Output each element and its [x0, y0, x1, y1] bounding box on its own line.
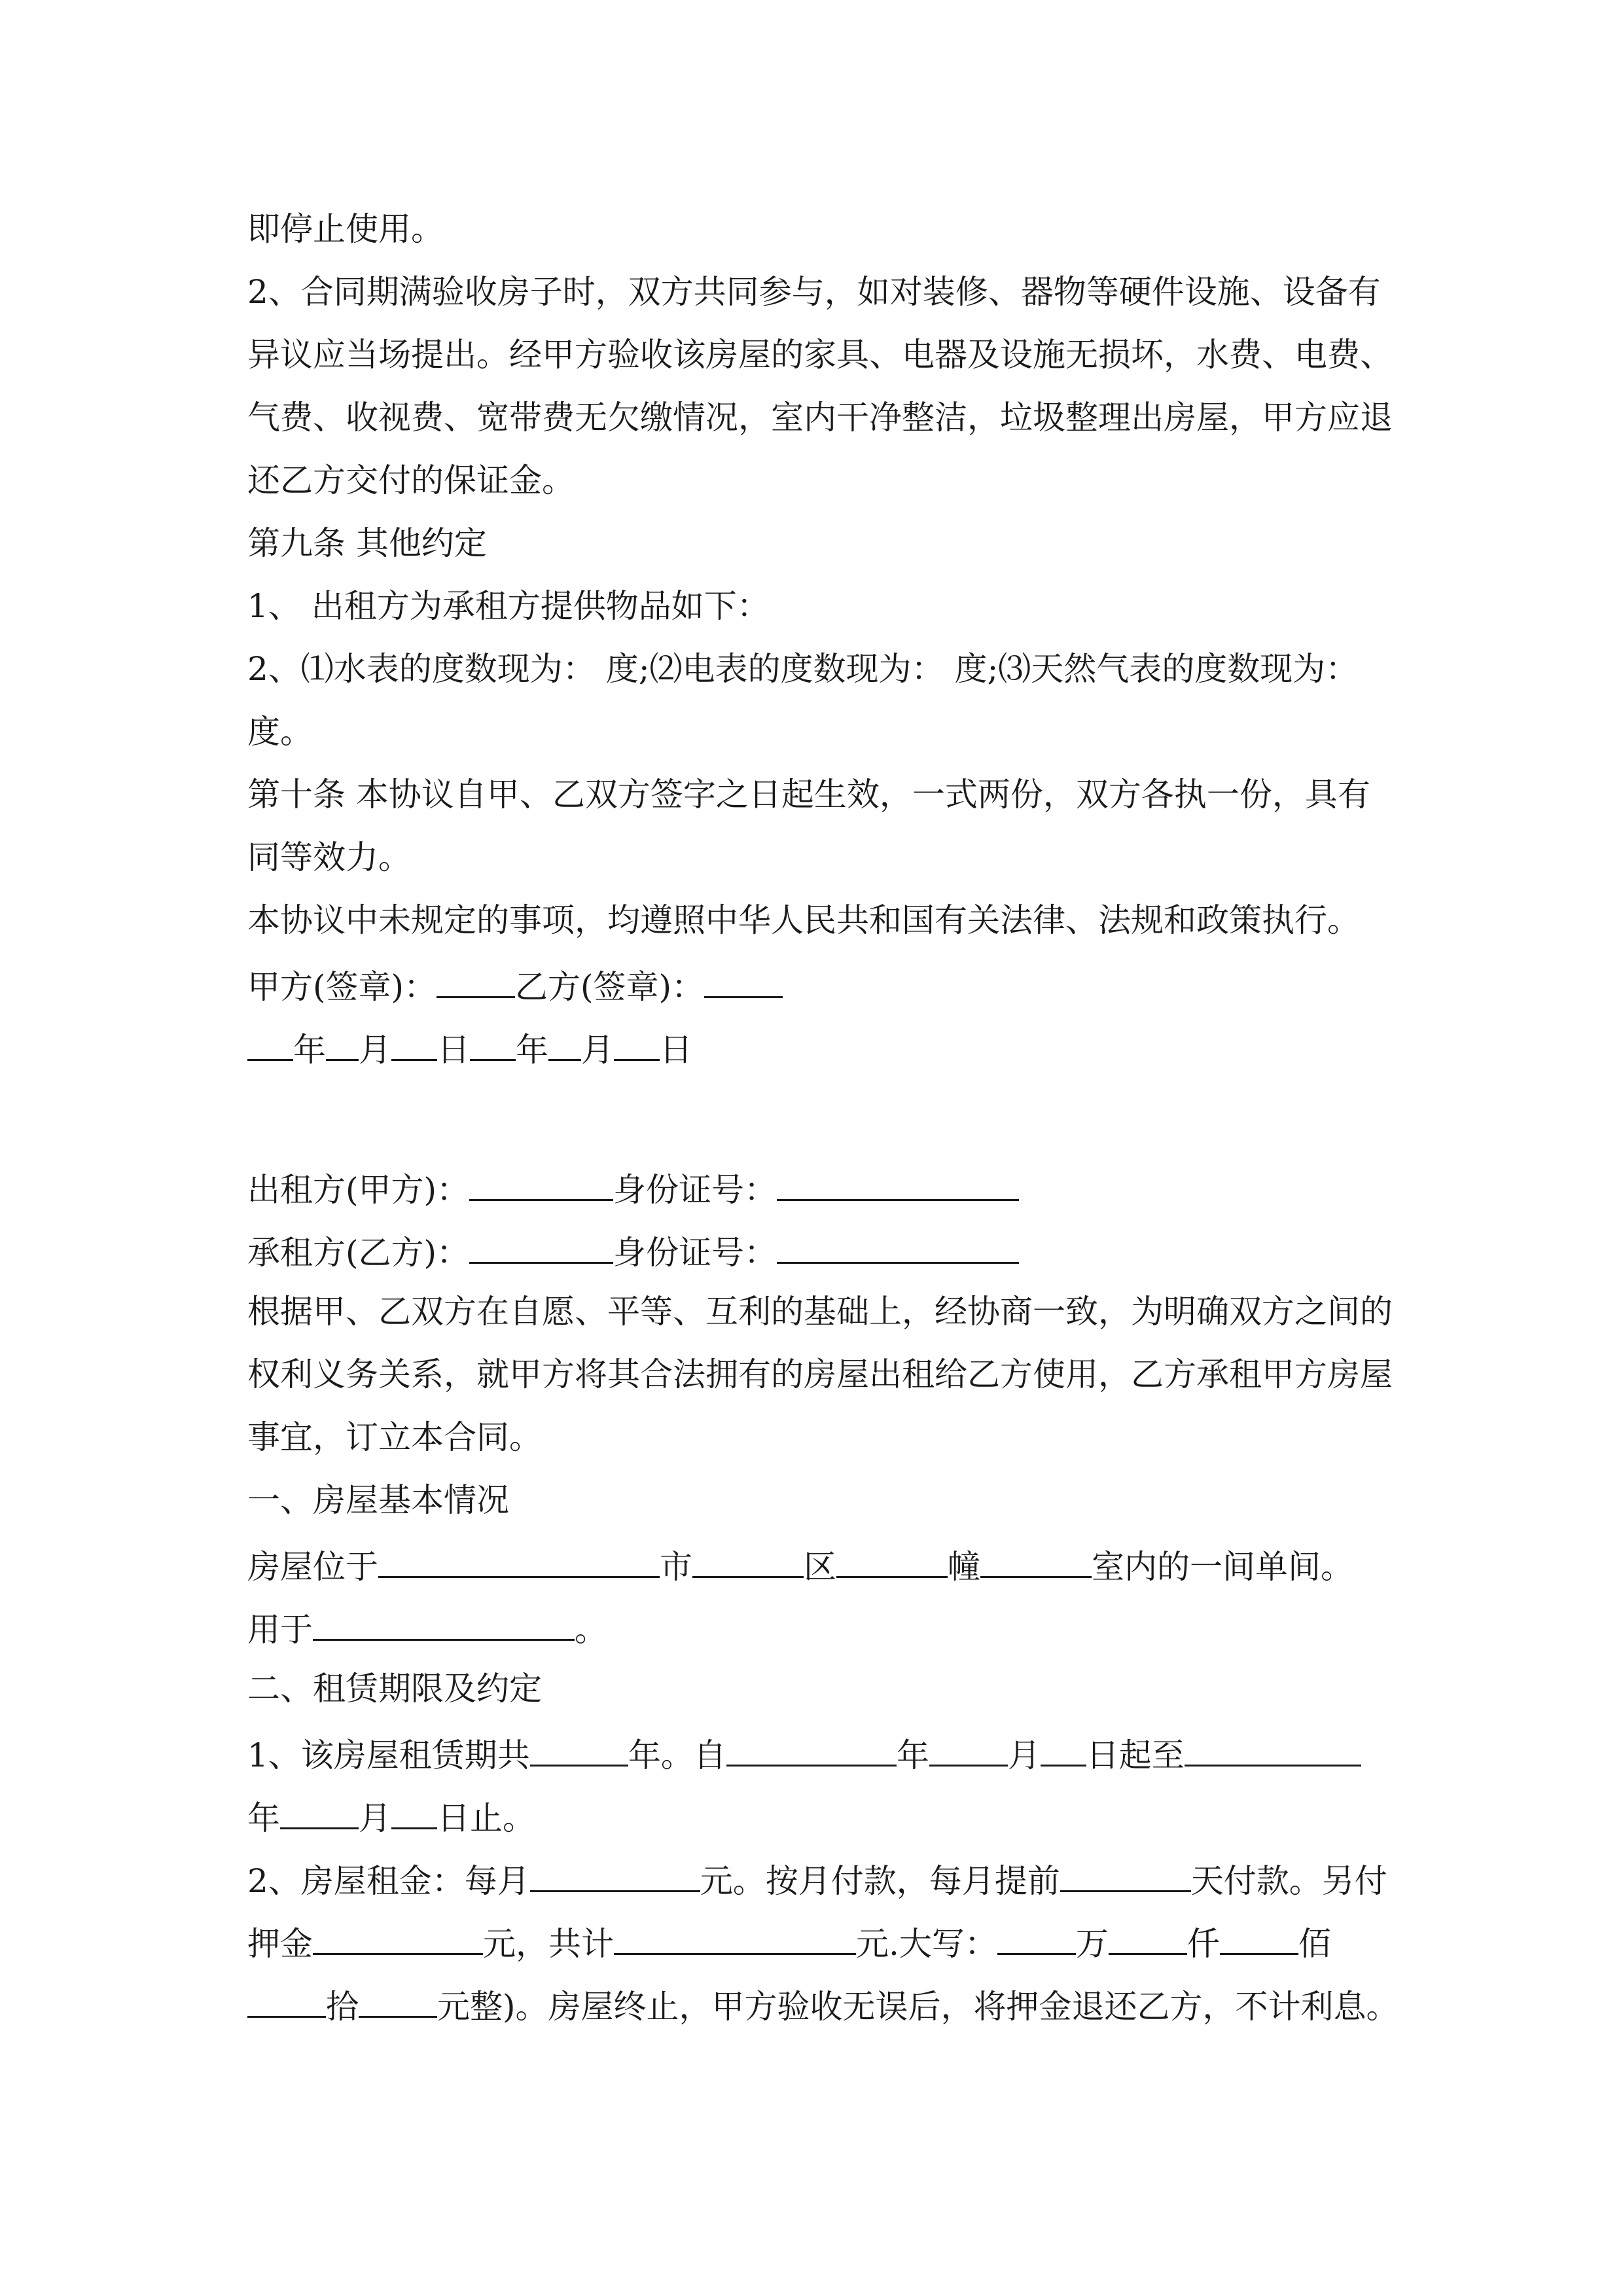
room-label: 室内的一间单间。: [1092, 1548, 1353, 1586]
date-blank[interactable]: [470, 1025, 516, 1061]
shi-blank[interactable]: [247, 1982, 326, 2018]
party-a-signature-blank[interactable]: [437, 962, 515, 998]
shi-unit: 拾: [326, 1988, 359, 2026]
start-year-blank[interactable]: [726, 1731, 897, 1767]
city-label: 市: [660, 1548, 692, 1586]
clause-text: 气费、收视费、宽带费无欠缴情况，室内干净整洁，垃圾整理出房屋，甲方应退: [247, 399, 1393, 437]
date-unit: 月: [581, 1031, 614, 1069]
party-b-signature-blank[interactable]: [704, 962, 783, 998]
date-blank[interactable]: [247, 1025, 293, 1061]
preamble-text: 权利义务关系，就甲方将其合法拥有的房屋出租给乙方使用，乙方承租甲方房屋: [247, 1355, 1393, 1393]
use-blank[interactable]: [313, 1605, 575, 1641]
party-b-signature-label: 乙方(签章)：: [515, 968, 705, 1006]
bai-unit: 佰: [1298, 1925, 1331, 1963]
deposit-refund-text: 元整)。房屋终止，甲方验收无误后，将押金退还乙方，不计利息。: [437, 1988, 1399, 2026]
district-blank[interactable]: [692, 1542, 804, 1578]
meter-readings: 2、⑴水表的度数现为： 度;⑵电表的度数现为： 度;⑶天然气表的度数现为：: [247, 650, 1359, 688]
lessee-label: 承租方(乙方)：: [247, 1234, 470, 1272]
qian-unit: 仟: [1186, 1925, 1220, 1963]
date-blank[interactable]: [391, 1025, 437, 1061]
date-blank[interactable]: [614, 1025, 660, 1061]
lessee-id-blank[interactable]: [777, 1228, 1019, 1264]
lessee-name-blank[interactable]: [469, 1228, 613, 1264]
date-unit: 日起至: [1086, 1736, 1185, 1774]
start-day-blank[interactable]: [1041, 1731, 1086, 1767]
deposit-label: 押金: [247, 1925, 313, 1963]
wan-unit: 万: [1075, 1925, 1109, 1963]
room-blank[interactable]: [980, 1542, 1092, 1578]
wan-blank[interactable]: [997, 1919, 1076, 1955]
lessor-line: [247, 1165, 1019, 1211]
clause-text: 本协议中未规定的事项，均遵照中华人民共和国有关法律、法规和政策执行。: [247, 901, 1360, 939]
date-unit: 年: [247, 1799, 280, 1837]
date-unit: 日: [660, 1031, 692, 1069]
use-label: 用于: [247, 1611, 313, 1649]
date-unit: 日: [437, 1031, 470, 1069]
section-one-heading: 一、房屋基本情况: [247, 1481, 509, 1519]
article-ten-heading: 第十条 本协议自甲、乙双方签字之日起生效，一式两份，双方各执一份，具有: [247, 776, 1370, 814]
lessor-name-blank[interactable]: [469, 1165, 613, 1201]
term-end-line: [247, 1793, 535, 1839]
date-unit: 月: [359, 1031, 391, 1069]
date-blank[interactable]: [326, 1025, 359, 1061]
deposit-unit: 元，共计: [483, 1925, 614, 1963]
lessee-id-label: 身份证号：: [613, 1234, 777, 1272]
date-unit: 月: [1007, 1736, 1041, 1774]
end-month-blank[interactable]: [280, 1793, 359, 1829]
rent-line: [247, 1856, 1387, 1902]
building-blank[interactable]: [836, 1542, 948, 1578]
term-years-blank[interactable]: [530, 1731, 628, 1767]
date-unit: 日止。: [437, 1799, 535, 1837]
qian-blank[interactable]: [1109, 1919, 1187, 1955]
date-unit: 年: [293, 1031, 326, 1069]
lessor-id-blank[interactable]: [777, 1165, 1019, 1201]
lessor-id-label: 身份证号：: [613, 1171, 777, 1209]
rent-unit: 元。按月付款，每月提前: [700, 1862, 1060, 1900]
advance-days-blank[interactable]: [1060, 1856, 1191, 1892]
end-year-blank[interactable]: [1185, 1731, 1361, 1767]
lessee-line: [247, 1228, 1019, 1274]
date-unit: 年: [896, 1736, 929, 1774]
clause-text: 2、合同期满验收房子时，双方共同参与，如对装修、器物等硬件设施、设备有: [247, 273, 1381, 311]
party-a-signature-label: 甲方(签章)：: [247, 968, 437, 1006]
bai-blank[interactable]: [1220, 1919, 1298, 1955]
rent-days-label: 天付款。另付: [1190, 1862, 1387, 1900]
signature-line: [247, 962, 783, 1008]
district-label: 区: [804, 1548, 836, 1586]
lessor-label: 出租方(甲方)：: [247, 1171, 470, 1209]
section-two-heading: 二、租赁期限及约定: [247, 1670, 542, 1708]
term-unit: 年。自: [628, 1736, 726, 1774]
address-blank[interactable]: [378, 1542, 660, 1578]
deposit-amount-line: [247, 1982, 1399, 2028]
house-location-line: [247, 1542, 1353, 1588]
location-label: 房屋位于: [247, 1548, 378, 1586]
deposit-line: [247, 1919, 1331, 1965]
article-nine-heading: 第九条 其他约定: [247, 524, 487, 562]
rent-label: 2、房屋租金：每月: [247, 1862, 530, 1900]
preamble-text: 事宜，订立本合同。: [247, 1418, 542, 1456]
monthly-rent-blank[interactable]: [530, 1856, 700, 1892]
use-suffix: 。: [575, 1611, 607, 1649]
start-month-blank[interactable]: [929, 1731, 1008, 1767]
house-use-line: [247, 1605, 607, 1651]
clause-text: 还乙方交付的保证金。: [247, 461, 575, 499]
clause-text: 度。: [247, 713, 313, 751]
clause-text: 异议应当场提出。经甲方验收该房屋的家具、电器及设施无损坏，水费、电费、: [247, 336, 1393, 374]
end-day-blank[interactable]: [391, 1793, 437, 1829]
term-label: 1、该房屋租赁期共: [247, 1736, 530, 1774]
clause-text: 即停止使用。: [247, 210, 444, 248]
total-blank[interactable]: [614, 1919, 856, 1955]
clause-text: 同等效力。: [247, 838, 411, 876]
date-line: [247, 1025, 692, 1071]
date-unit: 年: [516, 1031, 548, 1069]
date-unit: 月: [359, 1799, 391, 1837]
yuan-blank[interactable]: [359, 1982, 437, 2018]
deposit-blank[interactable]: [313, 1919, 483, 1955]
building-label: 幢: [948, 1548, 980, 1586]
total-unit: 元.大写：: [856, 1925, 997, 1963]
clause-text: 1、 出租方为承租方提供物品如下：: [247, 587, 770, 625]
preamble-text: 根据甲、乙双方在自愿、平等、互利的基础上，经协商一致，为明确双方之间的: [247, 1293, 1393, 1331]
term-line: [247, 1731, 1361, 1776]
date-blank[interactable]: [548, 1025, 581, 1061]
